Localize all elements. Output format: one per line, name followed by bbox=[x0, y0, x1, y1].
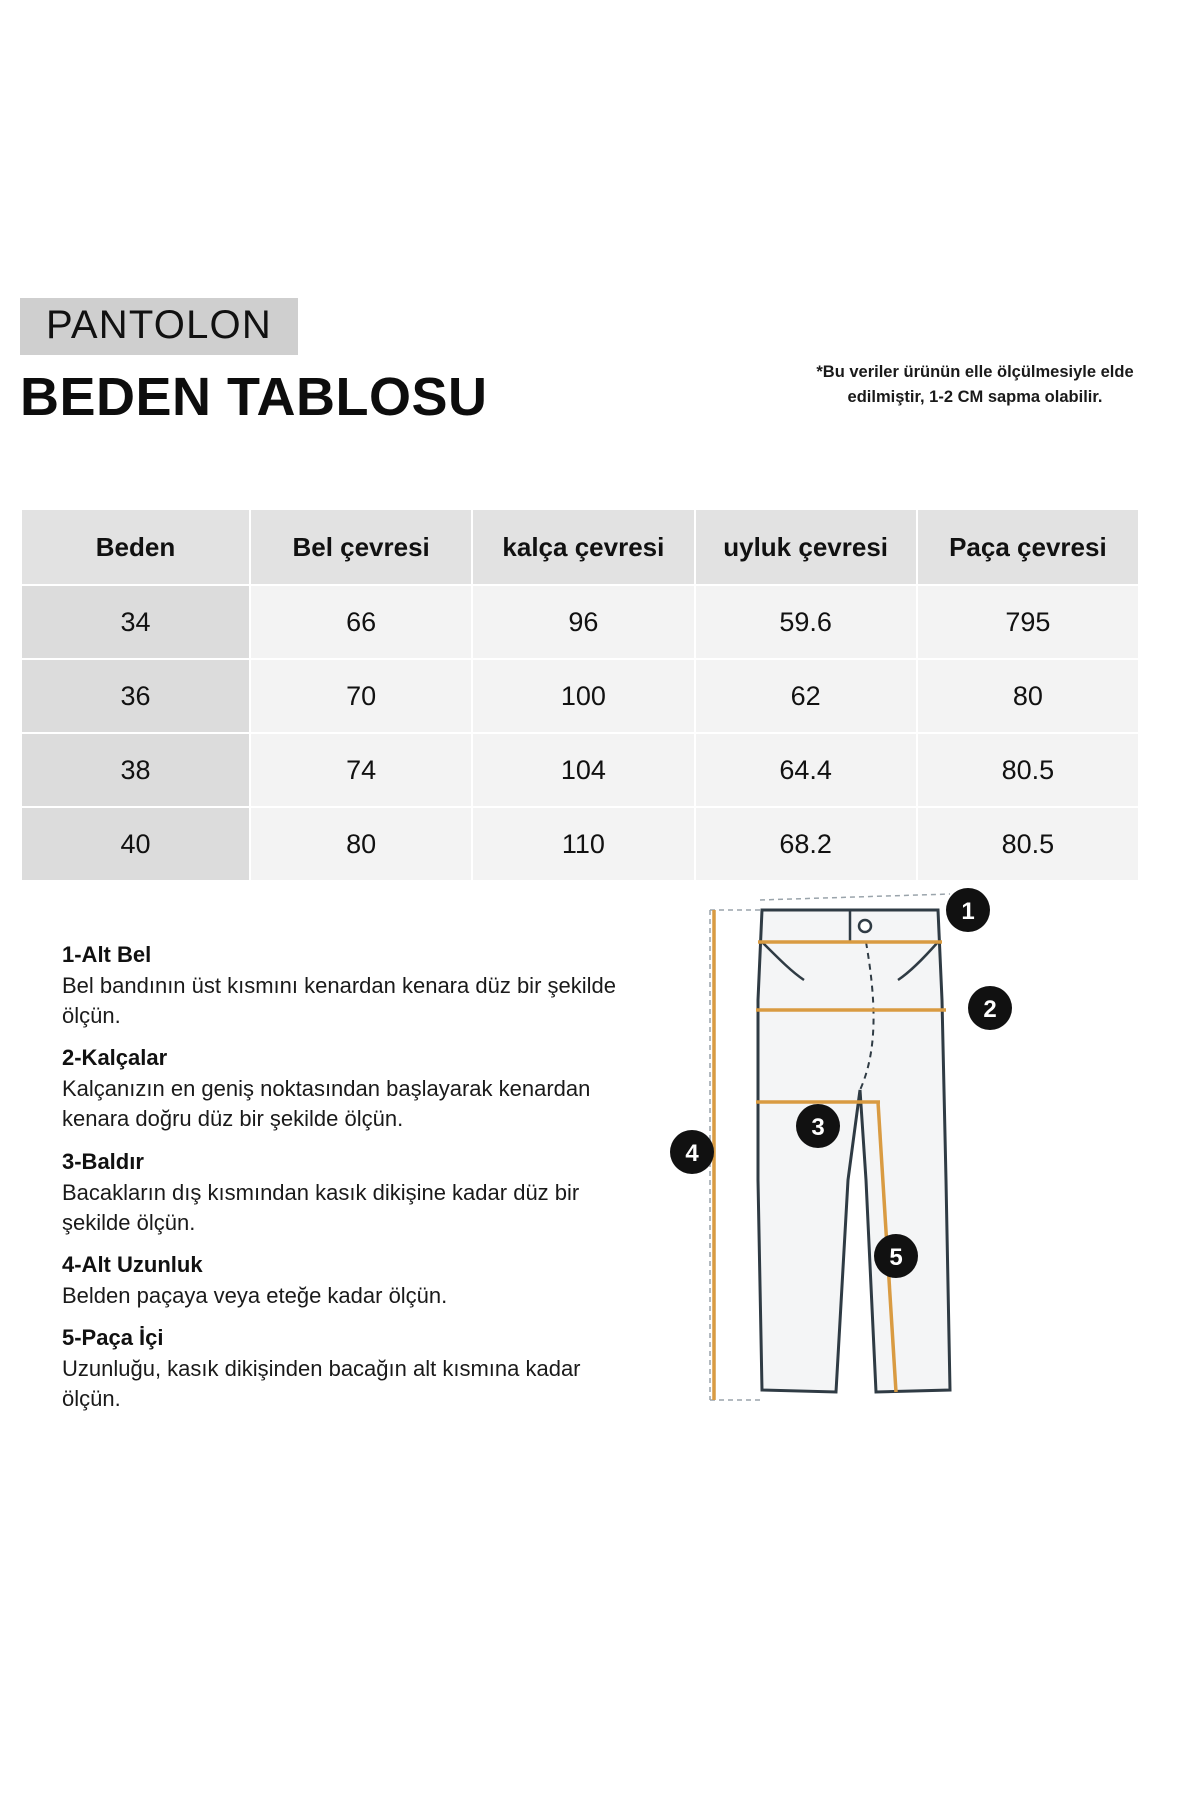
pants-outline bbox=[758, 910, 950, 1392]
table-row bbox=[21, 733, 1139, 807]
cell-kalca: 100 bbox=[472, 659, 694, 733]
table-row bbox=[21, 659, 1139, 733]
measurement-instructions bbox=[62, 940, 622, 1415]
column-header-beden: Beden bbox=[21, 509, 250, 585]
column-header-paca: Paça çevresi bbox=[917, 509, 1139, 585]
measurement-disclaimer: *Bu veriler ürünün elle ölçülmesiyle elde edilmiştir, 1-2 CM sapma olabilir. bbox=[816, 363, 1134, 406]
marker-5-label: 5 bbox=[889, 1244, 903, 1271]
cell-kalca: 104 bbox=[472, 733, 694, 807]
cell-kalca: 96 bbox=[472, 585, 694, 659]
cell-uyluk: 64.4 bbox=[695, 733, 917, 807]
cell-uyluk: 68.2 bbox=[695, 807, 917, 881]
instruction-desc-3: Bacakların dış kısmından kasık dikişine kadar düz bir şekilde ölçün. bbox=[62, 1179, 580, 1235]
column-header-uyluk: uyluk çevresi bbox=[695, 509, 917, 585]
cell-paca: 80.5 bbox=[917, 807, 1139, 881]
table-body bbox=[21, 585, 1139, 881]
instruction-desc-1: Bel bandının üst kısmını kenardan kenara düz bir şekilde ölçün. bbox=[62, 972, 616, 1029]
instruction-desc-2: Kalçanızın en geniş noktasından başlayarak kenardan kenara doğru düz bir şekilde ölçün. bbox=[62, 1076, 591, 1132]
cell-bel: 70 bbox=[250, 659, 472, 733]
cell-paca: 795 bbox=[917, 585, 1139, 659]
table-row bbox=[21, 807, 1139, 881]
header bbox=[20, 298, 1180, 426]
cell-size: 34 bbox=[21, 585, 250, 659]
marker-4-label: 4 bbox=[685, 1140, 699, 1167]
cell-bel: 80 bbox=[250, 807, 472, 881]
size-table-container bbox=[20, 508, 1140, 882]
table-row bbox=[21, 585, 1139, 659]
instruction-title-2: 2-Kalçalar bbox=[62, 1045, 168, 1071]
cell-kalca: 110 bbox=[472, 807, 694, 881]
cell-bel: 66 bbox=[250, 585, 472, 659]
cell-uyluk: 62 bbox=[695, 659, 917, 733]
cell-size: 40 bbox=[21, 807, 250, 881]
size-table bbox=[20, 508, 1140, 882]
instruction-title-1: 1-Alt Bel bbox=[62, 942, 152, 967]
instruction-title-4: 4-Alt Uzunluk bbox=[62, 1252, 203, 1278]
instruction-desc-5: Uzunluğu, kasık dikişinden bacağın alt kısmına kadar ölçün. bbox=[62, 1355, 581, 1412]
page-title: BEDEN TABLOSU bbox=[20, 367, 488, 427]
cell-paca: 80.5 bbox=[917, 733, 1139, 807]
marker-2-label: 2 bbox=[983, 996, 997, 1023]
column-header-kalca: kalça çevresi bbox=[472, 509, 694, 585]
cell-paca: 80 bbox=[917, 659, 1139, 733]
table-header-row bbox=[21, 509, 1139, 585]
cell-size: 36 bbox=[21, 659, 250, 733]
cell-size: 38 bbox=[21, 733, 250, 807]
cell-bel: 74 bbox=[250, 733, 472, 807]
instruction-title-5: 5-Paça İçi bbox=[62, 1325, 164, 1351]
column-header-bel: Bel çevresi bbox=[250, 509, 472, 585]
instruction-title-3: 3-Baldır bbox=[62, 1148, 144, 1174]
button-icon bbox=[859, 920, 871, 932]
pants-measurement-diagram bbox=[685, 880, 1120, 1500]
cell-uyluk: 59.6 bbox=[695, 585, 917, 659]
instruction-desc-4: Belden paçaya veya eteğe kadar ölçün. bbox=[62, 1282, 448, 1308]
category-badge: PANTOLON bbox=[20, 298, 298, 355]
table-head bbox=[21, 509, 1139, 585]
marker-3-label: 3 bbox=[811, 1114, 825, 1141]
marker-1-label: 1 bbox=[961, 898, 975, 925]
